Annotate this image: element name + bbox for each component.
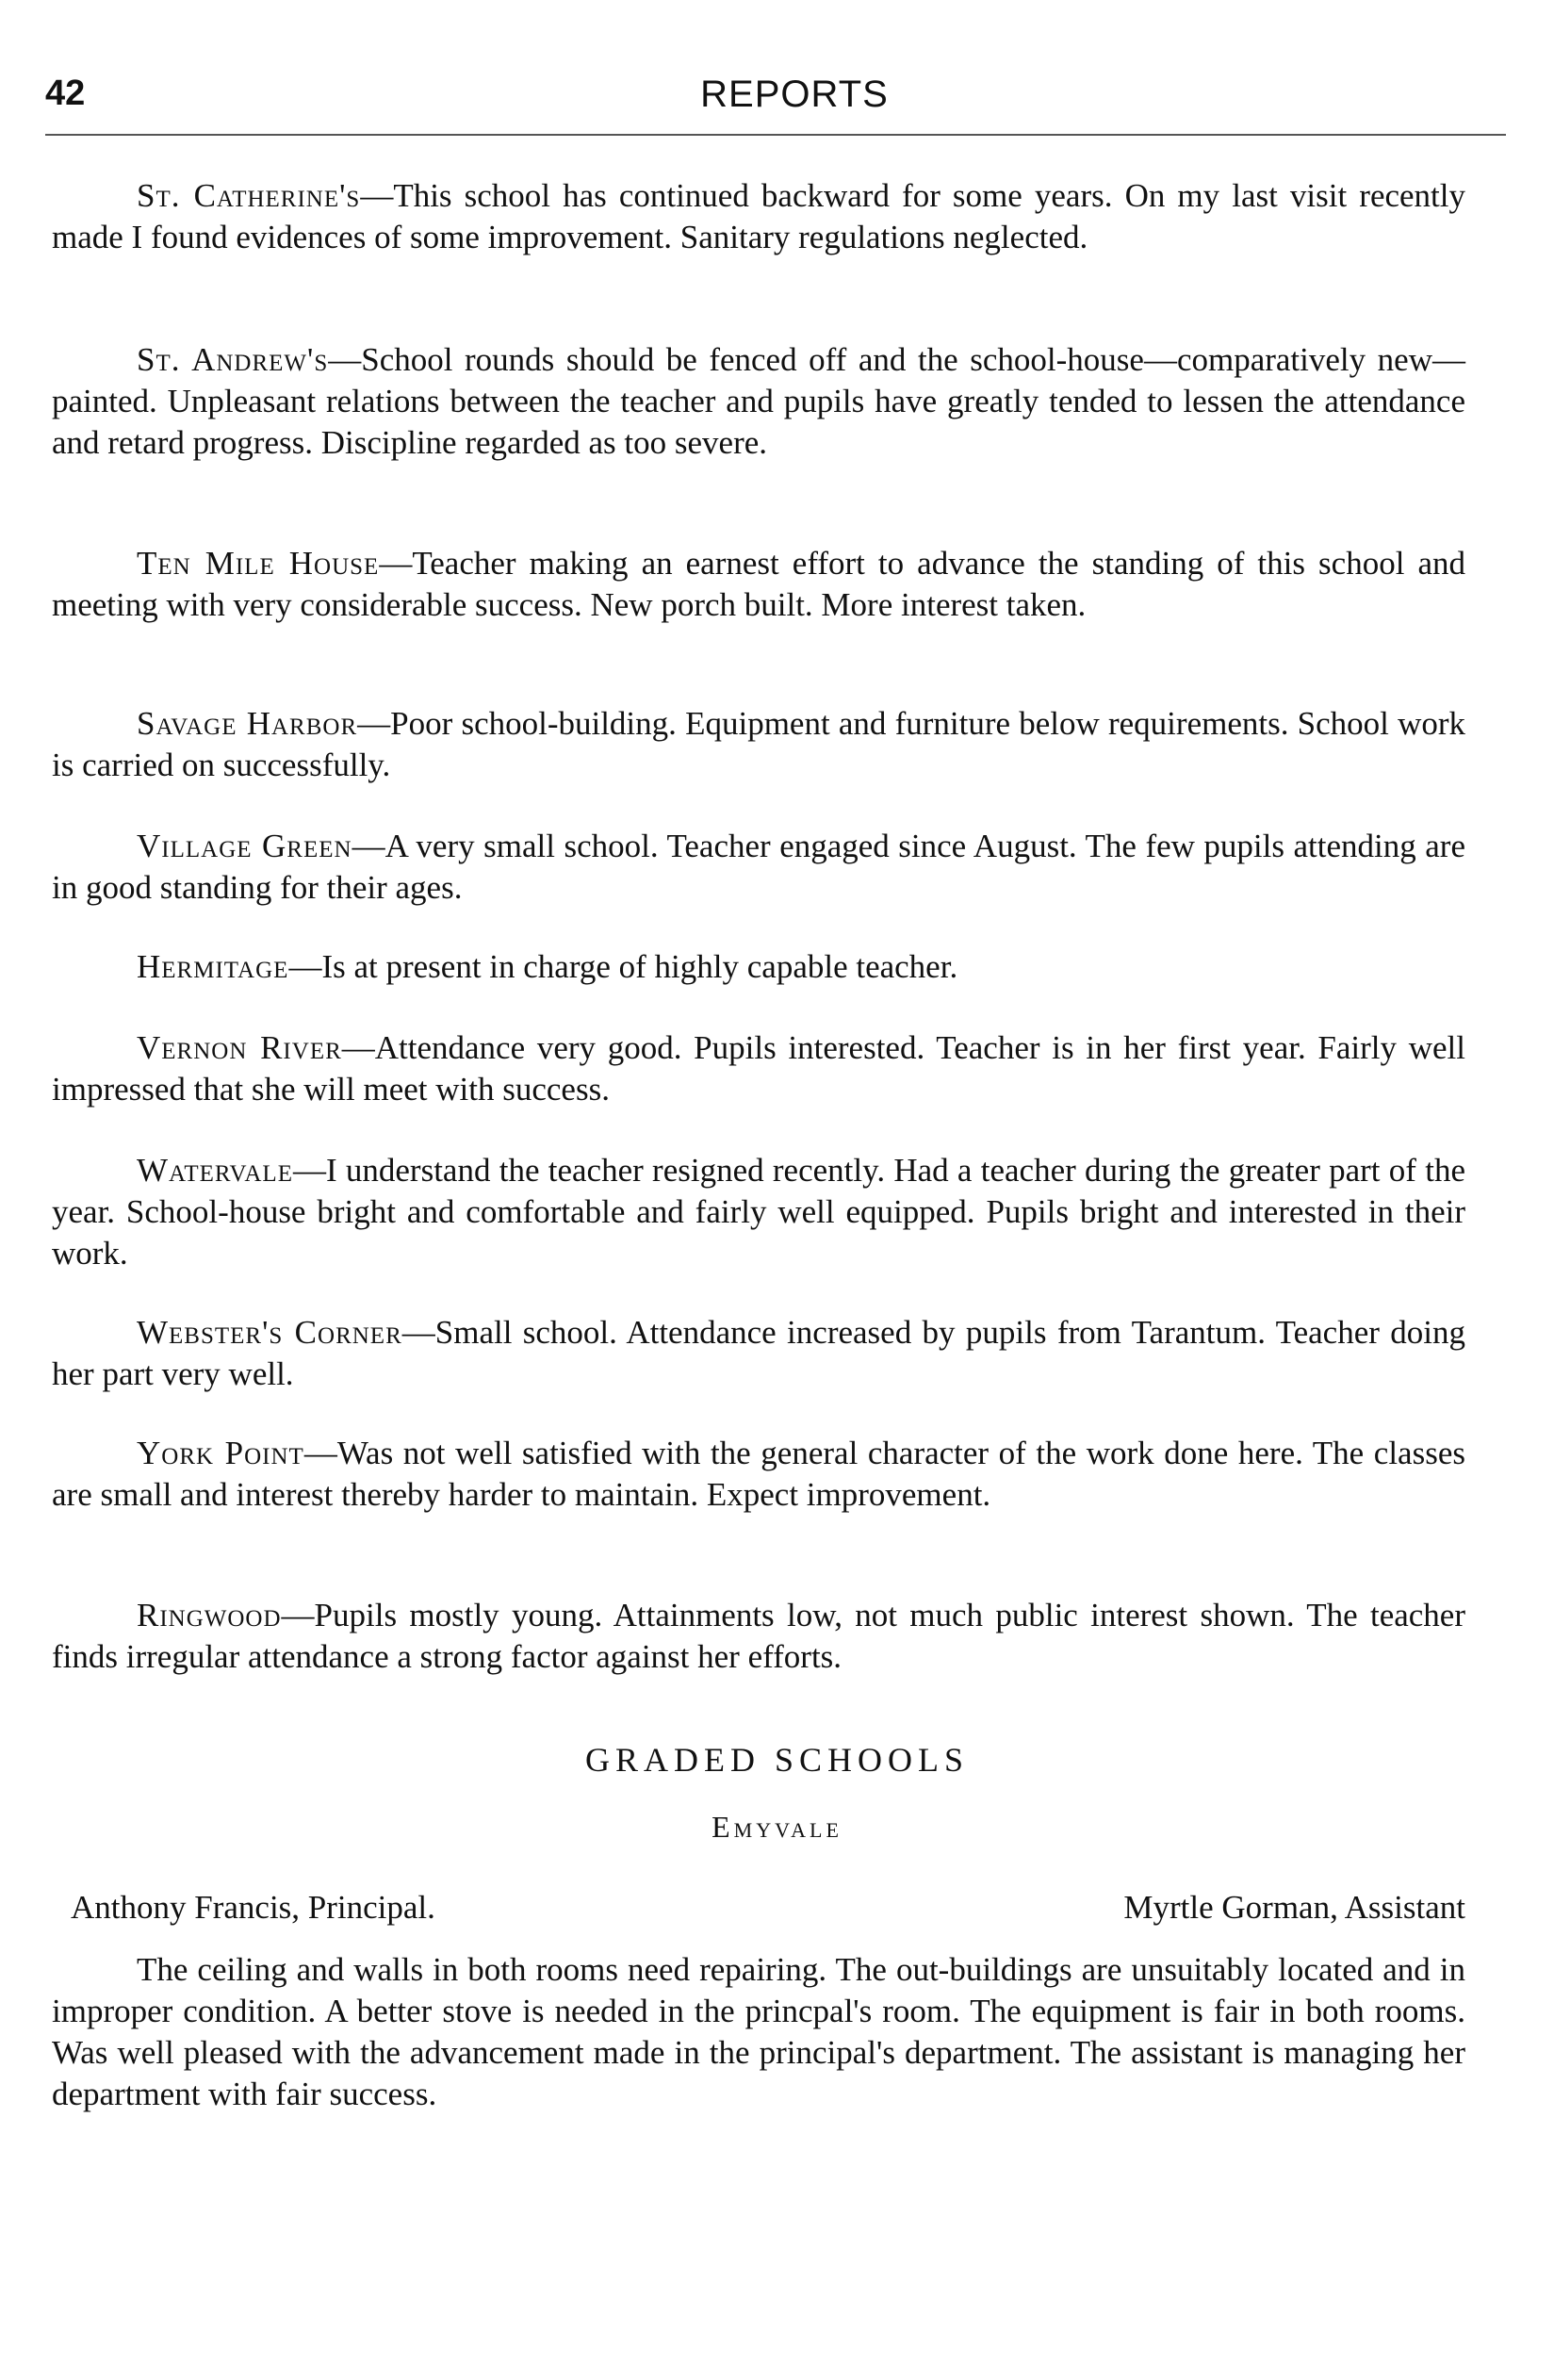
school-report: —Teacher making an earnest effort to advance the standing of this school and meeting with very considerable success. New porch built. More interest taken.: [52, 545, 1465, 623]
school-report: —Is at present in charge of highly capable teacher.: [288, 948, 958, 985]
school-entry-ten-mile-house: [52, 543, 1465, 626]
school-entry-york-point: [52, 1433, 1465, 1516]
school-name: Village Green: [137, 828, 352, 864]
school-entry-hermitage: [52, 946, 1465, 988]
school-name: Webster's Corner: [137, 1314, 402, 1351]
page-header: [45, 74, 1506, 130]
school-entry-st-andrews: [52, 339, 1465, 464]
school-report: —Pupils mostly young. Attainments low, not much public interest shown. The teacher finds irregular attendance a strong factor against her efforts.: [52, 1597, 1465, 1675]
school-name: Vernon River: [137, 1029, 342, 1066]
page-number: 42: [45, 74, 86, 113]
school-entry-vernon-river: [52, 1027, 1465, 1110]
school-name: Hermitage: [137, 948, 289, 985]
staff-line: [71, 1889, 1465, 1927]
assistant-name: Myrtle Gorman, Assistant: [1123, 1889, 1465, 1926]
school-report: —Small school. Attendance increased by pupils from Tarantum. Teacher doing her part very well.: [52, 1314, 1465, 1392]
school-report: —Poor school-building. Equipment and furniture below requirements. School work is carried on successfully.: [52, 705, 1466, 783]
school-entry-ringwood: [52, 1595, 1465, 1678]
school-name: York Point: [137, 1435, 304, 1471]
school-report: —I understand the teacher resigned recently. Had a teacher during the greater part of the year. School-house bright and comfortable and fairly well equipped. Pupils bright and interested in their work.: [52, 1152, 1465, 1272]
school-report: —Was not well satisfied with the general character of the work done here. The classes are small and interest thereby harder to maintain. Expect improvement.: [52, 1435, 1465, 1513]
graded-school-report-text: The ceiling and walls in both rooms need repairing. The out-buildings are unsuitably located and in improper condition. A better stove is needed in the princpal's room. The equipment is fair in both rooms. Was well pleased with the advancement made in the principal's department. The assistant is managing her department with fair success.: [52, 1951, 1465, 2112]
school-subheading: Emyvale: [712, 1810, 842, 1844]
school-entry-savage-harbor: [52, 703, 1465, 786]
school-name: Ringwood: [137, 1597, 282, 1633]
school-report: —School rounds should be fenced off and the school-house—comparatively new—painted. Unpleasant relations between the teacher and pupils have greatly tended to lessen the attendance and retard progress. Discipline regarded as too severe.: [52, 341, 1465, 461]
school-report: —A very small school. Teacher engaged since August. The few pupils attending are in good standing for their ages.: [52, 828, 1465, 906]
school-entry-websters-corner: [52, 1312, 1465, 1395]
school-report: —This school has continued backward for some years. On my last visit recently made I found evidences of some improvement. Sanitary regulations neglected.: [52, 177, 1465, 255]
school-report: —Attendance very good. Pupils interested. Teacher is in her first year. Fairly well impressed that she will meet with success.: [52, 1029, 1465, 1108]
school-name: St. Andrew's: [137, 341, 329, 378]
running-title: REPORTS: [700, 74, 889, 115]
graded-schools-heading: GRADED SCHOOLS: [584, 1741, 970, 1779]
school-name: St. Catherine's: [137, 177, 361, 214]
school-entry-st-catherines: [52, 175, 1465, 258]
header-rule: [45, 134, 1506, 136]
school-entry-watervale: [52, 1150, 1465, 1274]
school-entry-village-green: [52, 826, 1465, 909]
graded-school-report: [52, 1949, 1465, 2115]
school-name: Savage Harbor: [137, 705, 358, 742]
school-name: Watervale: [137, 1152, 293, 1189]
school-name: Ten Mile House: [137, 545, 380, 582]
principal-name: Anthony Francis, Principal.: [71, 1889, 435, 1926]
